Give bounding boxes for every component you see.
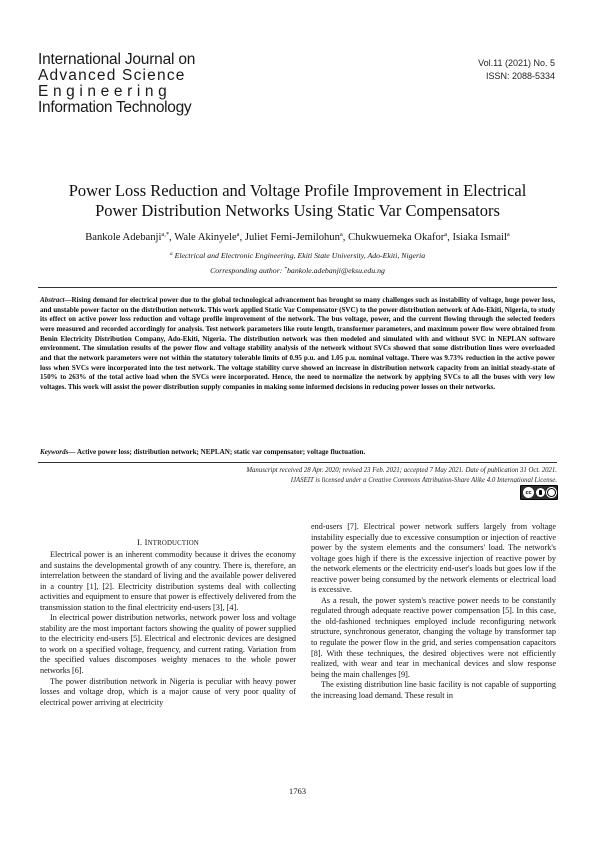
- paper-title-line1: Power Loss Reduction and Voltage Profile Improvement in Electrical: [68, 181, 527, 200]
- keywords-bottom-rule: [38, 462, 557, 463]
- by-icon: [536, 488, 545, 497]
- paragraph: The existing distribution line basic facility is not capable of supporting the increasing load demand. These result in: [311, 680, 556, 700]
- journal-name-line4: Information Technology: [38, 99, 192, 116]
- keywords: [40, 448, 555, 458]
- license-statement: IJASEIT is licensed under a Creative Commons Attribution-Share Alike 4.0 International License.: [290, 476, 557, 484]
- abstract-text: —Rising demand for electrical power due to the global technological advancement has brought so many challenges such as instability of voltage, huge power loss, and unstable power factor on the distribution network. This work applied Static Var Compensator (SVC) to the power distribution network of Ado-Ekiti, Nigeria, to study its effect on active power loss reduction and voltage profile improvement of the network. The bus voltage, power, and the current flowing through the selected feeders were measured and recorded accordingly for analysis. Test network parameters like route length, transformer parameters, and maximum power flow were obtained from Benin Electricity Distribution Company, Ado-Ekiti, Nigeria. The distribution network was then modeled and simulated with and without SVC in NEPLAN software environment. The simulation results of the power flow and voltage stability analysis of the network without SVCs showed that some distribution lines were overloaded and that the network parameters were not within the statutory tolerable limits of 0.95 p.u. and 1.05 p.u. nominal voltage. There was 9.73% reduction in the active power loss when SVCs were incorporated into the test network. The voltage stability curve showed an increase in distribution network capacity from an initial steady-state of 150% to 263% of the total active load when the SVCs were incorporated. Hence, the need to normalize the network by applying SVCs to all the buses with very low voltages. This work will assist the power distribution supply companies in making some informed decisions in reducing power losses on their networks.: [40, 296, 555, 391]
- left-column: [40, 550, 296, 708]
- paragraph: As a result, the power system's reactive power needs to be constantly regulated through adequate reactive power compensation [5]. In this case, the old-fashioned techniques employed include reconfiguring network structure, synchronous generator, changing the voltage by transformer tap to regulate the power flow in the grid, and series compensation capacitors [8]. With these techniques, the desired objectives were not efficiently realized, with wear and tear in mechanical devices and slow response being the main challenges [9].: [311, 595, 556, 679]
- paper-title: [30, 181, 565, 221]
- affiliation: $^a$ Electrical and Electronic Engineering, Ekiti State University, Ado-Ekiti, Nigeria: [169, 251, 426, 260]
- author-list: [30, 228, 565, 244]
- author: Chukwuemeka Okafor$^a$,: [348, 231, 453, 243]
- author-email[interactable]: bankole.adebanji@eksu.edu.ng: [287, 266, 385, 275]
- author: Wale Akinyele$^a$,: [174, 231, 245, 243]
- author: Isiaka Ismail$^a$: [452, 231, 510, 243]
- corresponding-author: Corresponding author: *bankole.adebanji@eksu.edu.ng: [210, 266, 385, 275]
- abstract-label: Abstract: [40, 296, 65, 304]
- volume-number: Vol.11 (2021) No. 5: [478, 58, 555, 68]
- journal-masthead: [38, 52, 238, 116]
- journal-name-line1: International Journal on: [38, 51, 196, 68]
- abstract-top-rule: [38, 287, 557, 288]
- sa-icon: [547, 488, 556, 497]
- right-column: [311, 522, 556, 701]
- paragraph: The power distribution network in Nigeria is peculiar with heavy power losses and voltage drop, which is a major cause of very poor quality of electrical power arriving at electricity: [40, 676, 296, 707]
- journal-name-line3: Engineering: [38, 83, 172, 100]
- paper-title-line2: Power Distribution Networks Using Static Var Compensators: [95, 201, 500, 220]
- manuscript-history: [77, 466, 557, 485]
- volume-info: [478, 57, 555, 83]
- paragraph: end-users [7]. Electrical power network suffers largely from voltage instability especially due to excessive consumption or injection of reactive power by the system elements and the consumers' load. The network's voltage goes high if there is the excessive injection of reactive power by the network elements or the electricity end-user's loads but goes low if the reactive power being consumed by the network elements or electrical load is excessive.: [311, 522, 556, 595]
- section-heading-introduction: I. INTRODUCTION: [137, 538, 199, 547]
- abstract: [40, 296, 555, 393]
- paragraph: In electrical power distribution networks, network power loss and voltage stability are the most important factors showing the quality of power supplied to the electricity end-users [5]. Electrical and electronic devices are designed to work on a specified voltage, frequency, and current rating. Variation from the specified values discomposes weighty menaces to the whole power networks [6].: [40, 613, 296, 676]
- cc-icon: cc: [523, 487, 534, 498]
- manuscript-dates: Manuscript received 28 Apr. 2020; revised 23 Feb. 2021; accepted 7 May 2021. Date of publication 31 Oct. 2021.: [246, 467, 557, 474]
- cc-license-badge[interactable]: [520, 485, 558, 500]
- paragraph: Electrical power is an inherent commodity because it drives the economy and sustains the developmental growth of any country. There is, therefore, an interrelation between the standard of living and the available power delivered in a country [1], [2]. Electricity distribution systems deal with collecting activities and equipment to ensure that power is effectively delivered from the transmission station to the final electricity end-users [3], [4].: [40, 550, 296, 612]
- author: Juliet Femi-Jemilohun$^a$,: [244, 231, 349, 243]
- keywords-text: — Active power loss; distribution network; NEPLAN; static var compensator; voltage fluctuation.: [68, 448, 366, 456]
- page-number: 1763: [288, 786, 307, 796]
- keywords-label: Keywords: [40, 448, 69, 456]
- issn: ISSN: 2088-5334: [485, 71, 555, 81]
- journal-name-line2: Advanced Science: [38, 67, 186, 84]
- author: Bankole Adebanji$^{a,*}$,: [85, 231, 175, 243]
